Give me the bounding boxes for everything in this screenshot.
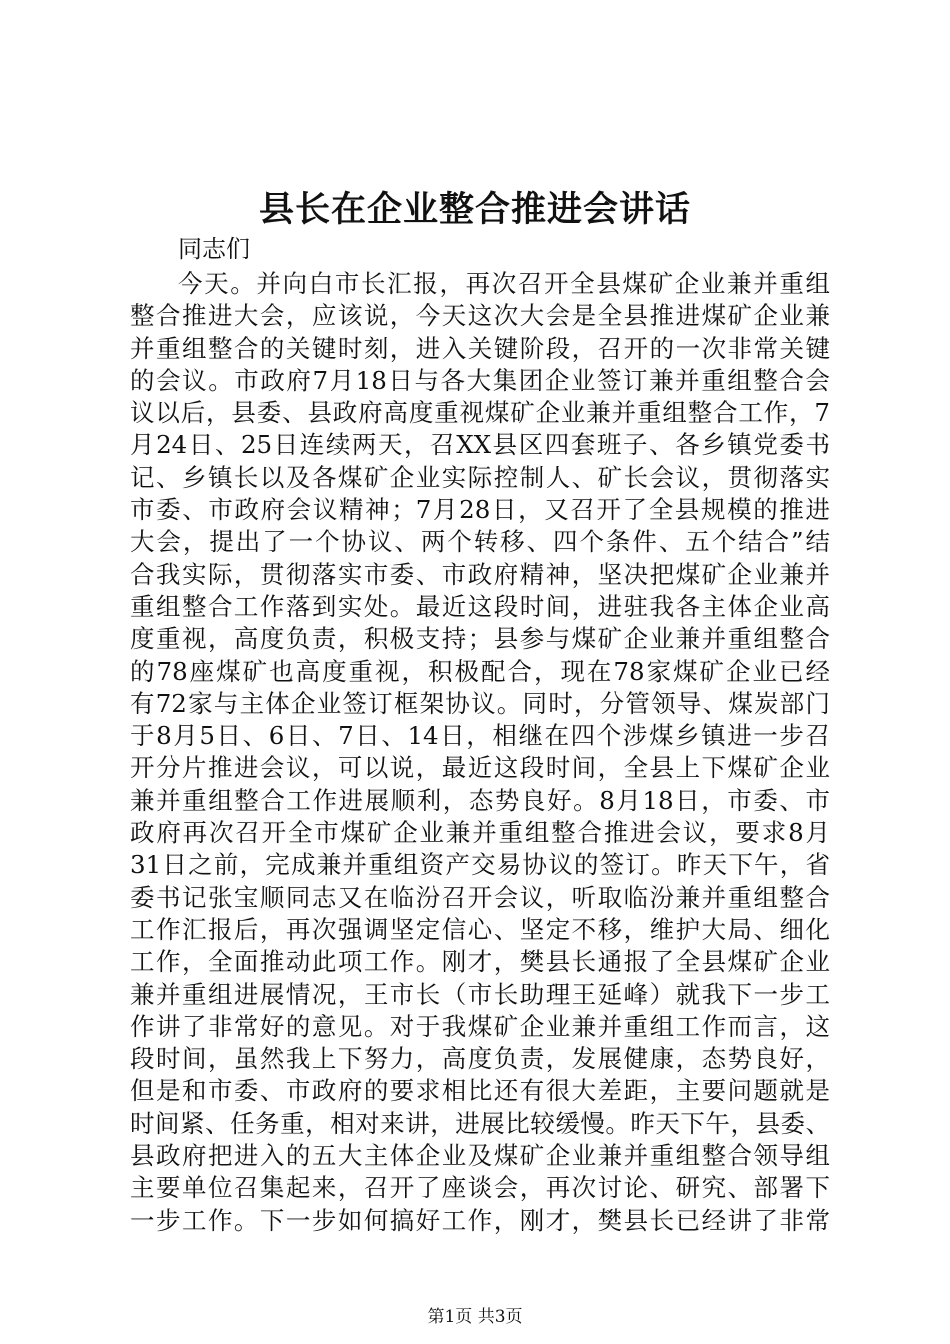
text-line: 于8月5日、6日、7日、14日，相继在四个涉煤乡镇进一步召: [130, 721, 830, 751]
text-line: 委书记张宝顺同志又在临汾召开会议，听取临汾兼并重组整合: [130, 882, 830, 912]
text-line: 政府再次召开全市煤矿企业兼并重组整合推进会议，要求8月: [130, 818, 830, 848]
text-line: 并重组整合的关键时刻，进入关键阶段，召开的一次非常关键: [130, 333, 830, 363]
text-line: 县政府把进入的五大主体企业及煤矿企业兼并重组整合领导组: [130, 1141, 830, 1171]
text-line: 作讲了非常好的意见。对于我煤矿企业兼并重组工作而言，这: [130, 1011, 830, 1041]
text-line: 工作汇报后，再次强调坚定信心、坚定不移，维护大局、细化: [130, 914, 830, 944]
text-line: 月24日、25日连续两天，召XX县区四套班子、各乡镇党委书: [130, 430, 830, 460]
text-line: 合我实际，贯彻落实市委、市政府精神，坚决把煤矿企业兼并: [130, 559, 830, 589]
text-line: 但是和市委、市政府的要求相比还有很大差距，主要问题就是: [130, 1076, 830, 1106]
text-line: 开分片推进会议，可以说，最近这段时间，全县上下煤矿企业: [130, 753, 830, 783]
text-line: 整合推进大会，应该说，今天这次大会是全县推进煤矿企业兼: [130, 301, 830, 331]
text-line: 重组整合工作落到实处。最近这段时间，进驻我各主体企业高: [130, 591, 830, 621]
salutation: 同志们: [178, 235, 250, 263]
text-line: 的78座煤矿也高度重视，积极配合，现在78家煤矿企业已经: [130, 656, 830, 686]
text-line: 时间紧、任务重，相对来讲，进展比较缓慢。昨天下午，县委、: [130, 1108, 830, 1138]
text-line: 31日之前，完成兼并重组资产交易协议的签订。昨天下午，省: [130, 850, 830, 880]
text-line: 市委、市政府会议精神；7月28日，又召开了全县规模的推进: [130, 495, 830, 525]
text-line: 兼并重组整合工作进展顺利，态势良好。8月18日，市委、市: [130, 785, 830, 815]
text-line: 大会，提出了一个协议、两个转移、四个条件、五个结合”结: [130, 527, 830, 557]
text-line: 主要单位召集起来，召开了座谈会，再次讨论、研究、部署下: [130, 1173, 830, 1203]
page-footer: 第1页 共3页: [427, 1307, 523, 1327]
text-line: 一步工作。下一步如何搞好工作，刚才，樊县长已经讲了非常: [130, 1205, 830, 1235]
text-line: 工作，全面推动此项工作。刚才，樊县长通报了全县煤矿企业: [130, 947, 830, 977]
text-line: 兼并重组进展情况，王市长（市长助理王延峰）就我下一步工: [130, 979, 830, 1009]
body-paragraph: [130, 268, 830, 1237]
text-line: 今天。并向白市长汇报，再次召开全县煤矿企业兼并重组: [178, 269, 830, 298]
text-line: 度重视，高度负责，积极支持；县参与煤矿企业兼并重组整合: [130, 624, 830, 654]
text-line: 段时间，虽然我上下努力，高度负责，发展健康，态势良好，: [130, 1044, 830, 1074]
text-line: 的会议。市政府7月18日与各大集团企业签订兼并重组整合会: [130, 365, 830, 395]
document-title: 县长在企业整合推进会讲话: [258, 189, 691, 230]
text-line: 记、乡镇长以及各煤矿企业实际控制人、矿长会议，贯彻落实: [130, 462, 830, 492]
text-line: 议以后，县委、县政府高度重视煤矿企业兼并重组整合工作，7: [130, 398, 830, 428]
text-line: 有72家与主体企业签订框架协议。同时，分管领导、煤炭部门: [130, 688, 830, 718]
